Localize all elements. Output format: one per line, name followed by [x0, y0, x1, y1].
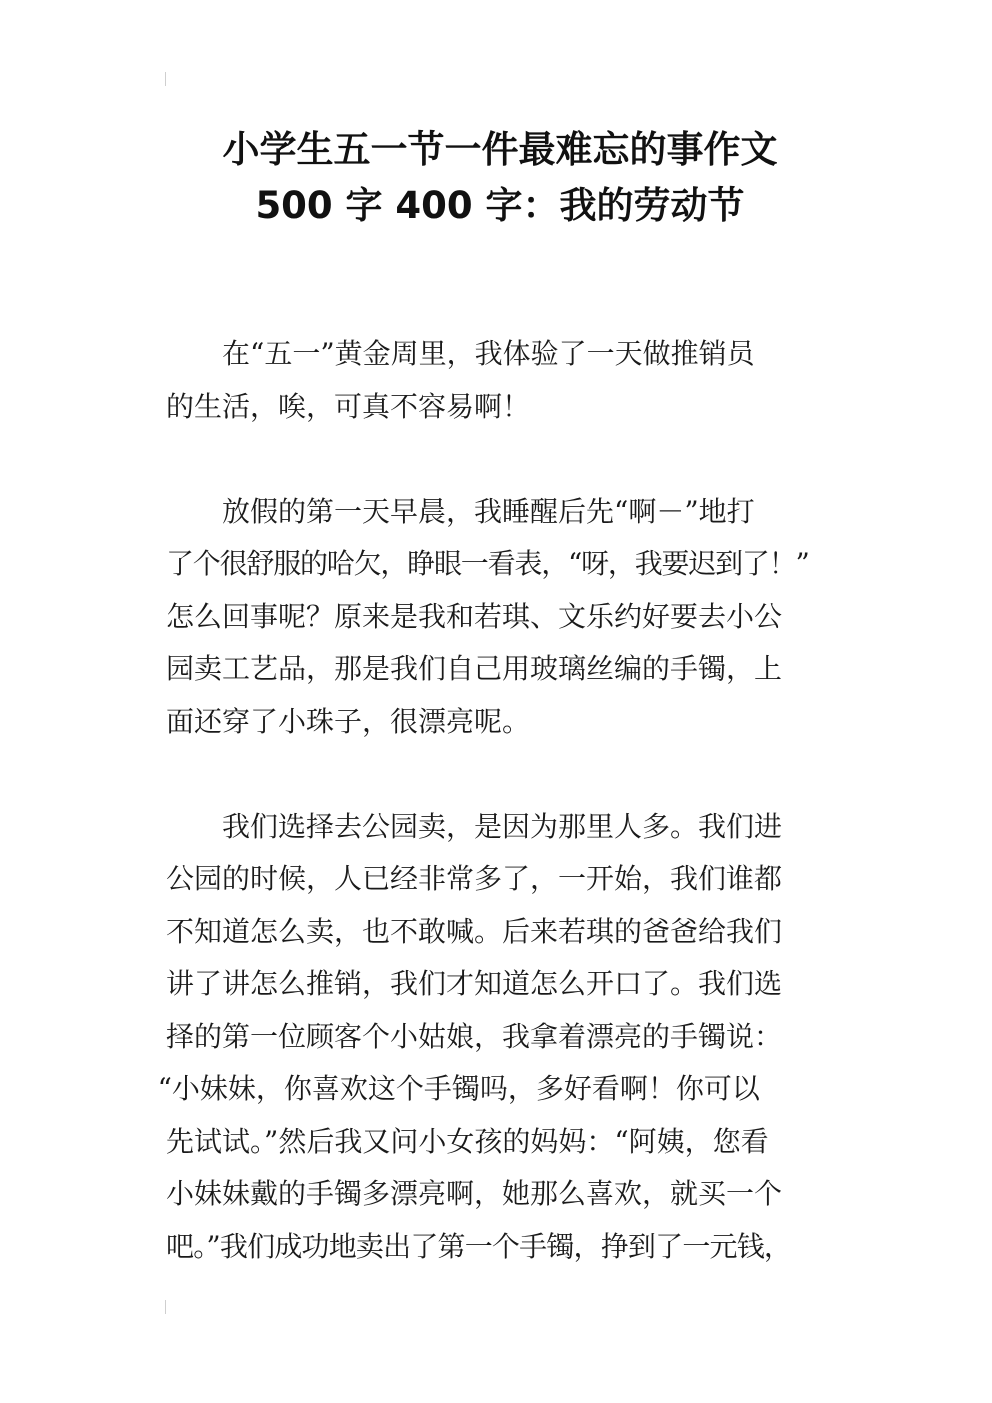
paragraph-1: [166, 328, 836, 433]
bottom-margin-mark: [165, 1300, 166, 1314]
document-title: [120, 122, 880, 234]
text-line: 不知道怎么卖，也不敢喊。后来若琪的爸爸给我们: [166, 914, 783, 948]
text-line: 面还穿了小珠子，很漂亮呢。: [166, 704, 531, 738]
text-line: 了个很舒服的哈欠，睁眼一看表，“呀，我要迟到了！”: [166, 547, 809, 580]
text-line: 我们选择去公园卖，是因为那里人多。我们进: [222, 809, 783, 843]
document-body: [157, 328, 836, 1326]
text-line: 的生活，唉，可真不容易啊！: [166, 389, 531, 423]
text-line: 在“五一”黄金周里，我体验了一天做推销员: [222, 337, 755, 370]
text-line: 择的第一位顾客个小姑娘，我拿着漂亮的手镯说：: [166, 1019, 783, 1053]
title-line-2: 500 字 400 字：我的劳动节: [255, 184, 745, 227]
paragraph-3: [157, 801, 836, 1274]
text-line: 讲了讲怎么推销，我们才知道怎么开口了。我们选: [166, 967, 783, 1000]
text-line: 小妹妹戴的手镯多漂亮啊，她那么喜欢，就买一个: [166, 1177, 783, 1210]
text-line: 公园的时候，人已经非常多了，一开始，我们谁都: [166, 862, 783, 895]
paragraph-2: [166, 486, 836, 749]
top-margin-mark: [165, 72, 166, 86]
text-line: 先试试。”然后我又问小女孩的妈妈：“阿姨，您看: [166, 1124, 769, 1158]
text-line: 怎么回事呢？原来是我和若琪、文乐约好要去小公: [166, 599, 783, 633]
text-line: 放假的第一天早晨，我睡醒后先“啊－”地打: [222, 494, 755, 528]
title-line-1: 小学生五一节一件最难忘的事作文: [222, 128, 778, 171]
text-line: 园卖工艺品，那是我们自己用玻璃丝编的手镯，上: [166, 652, 783, 685]
text-line: 吧。”我们成功地卖出了第一个手镯，挣到了一元钱，: [166, 1229, 792, 1263]
text-line: “小妹妹，你喜欢这个手镯吗，多好看啊！你可以: [157, 1072, 760, 1105]
